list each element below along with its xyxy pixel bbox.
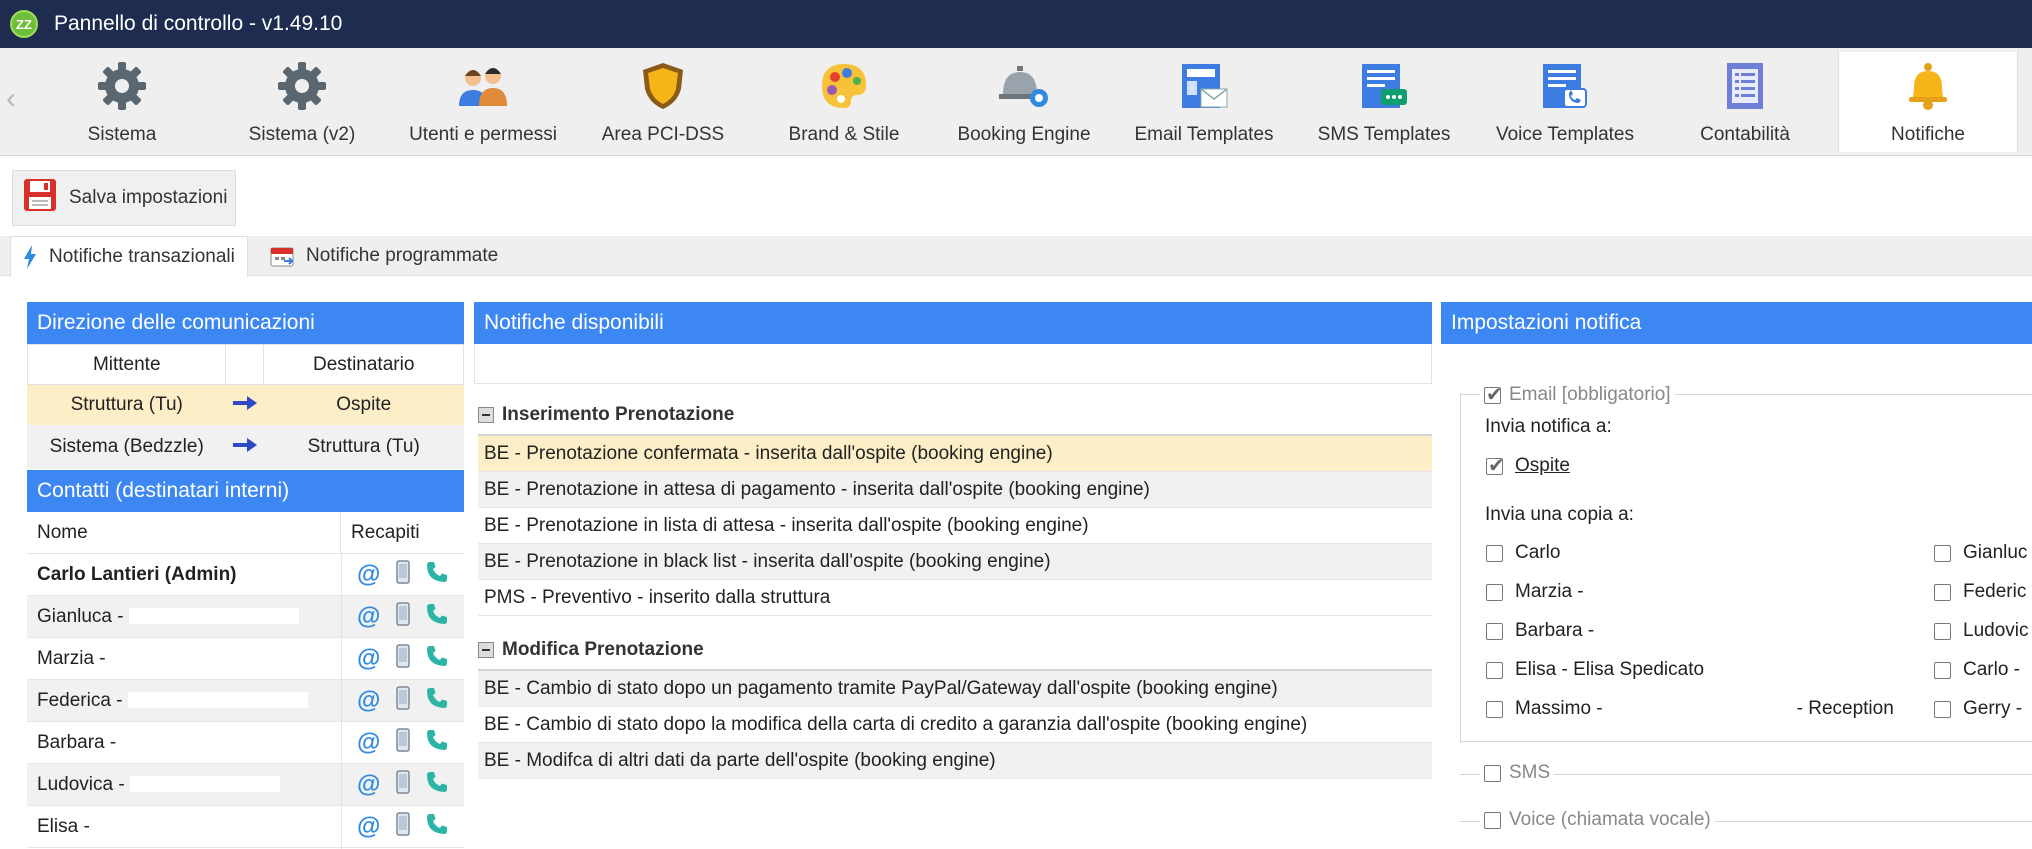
- ledger-icon: [1717, 58, 1773, 114]
- contact-name: Federica -: [37, 689, 123, 711]
- tab-label: Booking Engine: [957, 124, 1091, 145]
- tab-utenti-permessi[interactable]: [393, 48, 573, 156]
- sender-cell: Sistema (Bedzzle): [28, 425, 226, 469]
- gear-icon: [94, 58, 150, 114]
- direction-row-sistema-struttura[interactable]: [28, 425, 464, 469]
- column-header-name: Nome: [27, 512, 341, 554]
- recipient-cell: Ospite: [264, 385, 464, 425]
- bell-icon: [1900, 58, 1956, 114]
- checkbox[interactable]: [1486, 584, 1503, 601]
- phone-icon[interactable]: [426, 645, 448, 673]
- arrow-right-icon: [226, 425, 264, 469]
- email-at-icon[interactable]: @: [357, 602, 381, 630]
- copy-to-label: Invia una copia a:: [1485, 504, 1634, 525]
- mobile-phone-icon[interactable]: [396, 770, 410, 800]
- copy-recipient-carlo-2[interactable]: Carlo -: [1934, 659, 2020, 681]
- contact-name: Barbara -: [37, 731, 117, 753]
- group-inserimento-prenotazione[interactable]: [478, 396, 734, 434]
- copy-recipient-ludovica[interactable]: Ludovic: [1934, 620, 2029, 642]
- email-at-icon[interactable]: @: [357, 644, 381, 672]
- tab-sistema[interactable]: [32, 48, 212, 156]
- email-at-icon[interactable]: @: [357, 560, 381, 588]
- column-header-sender: Mittente: [28, 345, 226, 385]
- tab-label: Utenti e permessi: [409, 124, 557, 145]
- mobile-phone-icon[interactable]: [396, 686, 410, 716]
- group-modifica-prenotazione[interactable]: [478, 631, 704, 669]
- contact-row-carlo[interactable]: [27, 554, 464, 596]
- tab-notifiche[interactable]: [1838, 52, 2018, 152]
- tab-email-templates[interactable]: [1114, 48, 1294, 156]
- email-at-icon[interactable]: @: [357, 686, 381, 714]
- email-legend: [1480, 384, 1675, 406]
- shield-icon: [635, 58, 691, 114]
- email-at-icon[interactable]: @: [357, 728, 381, 756]
- phone-icon[interactable]: [426, 729, 448, 757]
- tab-label: Email Templates: [1134, 124, 1274, 145]
- checkbox[interactable]: [1934, 623, 1951, 640]
- voice-checkbox[interactable]: [1484, 812, 1501, 829]
- checkbox[interactable]: [1934, 545, 1951, 562]
- subtab-label: Notifiche transazionali: [49, 246, 235, 267]
- notification-item[interactable]: BE - Prenotazione in attesa di pagamento - inserita dall'ospite (booking engine): [478, 472, 1432, 508]
- email-at-icon[interactable]: @: [357, 812, 381, 840]
- direction-table: [27, 344, 464, 469]
- tab-label: Voice Templates: [1495, 124, 1634, 145]
- sms-legend: [1480, 762, 1554, 784]
- checkbox[interactable]: [1486, 545, 1503, 562]
- voice-legend-label: Voice (chiamata vocale): [1509, 809, 1711, 830]
- copy-recipient-barbara[interactable]: Barbara -: [1486, 620, 1776, 642]
- notification-item[interactable]: BE - Prenotazione confermata - inserita dall'ospite (booking engine): [478, 436, 1432, 472]
- title-bar: [0, 0, 2032, 48]
- users-icon: [455, 58, 511, 114]
- send-to-label: Invia notifica a:: [1485, 416, 1612, 437]
- tab-sms-templates[interactable]: [1294, 48, 1474, 156]
- email-settings-group: [1460, 394, 2032, 742]
- voice-legend: [1480, 809, 1715, 831]
- copy-recipient-marzia[interactable]: Marzia -: [1486, 581, 1776, 603]
- checkbox[interactable]: [1934, 701, 1951, 718]
- save-button-label: Salva impostazioni: [69, 187, 228, 208]
- save-button[interactable]: [12, 170, 236, 226]
- guest-checkbox-row[interactable]: [1486, 455, 1570, 477]
- copy-recipient-carlo[interactable]: Carlo: [1486, 542, 1722, 564]
- tab-notifiche-programmate[interactable]: [258, 236, 510, 276]
- direction-row-struttura-ospite[interactable]: [28, 385, 464, 425]
- subtab-label: Notifiche programmate: [306, 245, 499, 266]
- tab-label: Contabilità: [1700, 124, 1790, 145]
- contact-row-gianluca[interactable]: [27, 596, 464, 638]
- email-template-icon: [1176, 58, 1232, 114]
- contact-row-barbara[interactable]: [27, 722, 464, 764]
- mobile-phone-icon[interactable]: [396, 602, 410, 632]
- tab-booking-engine[interactable]: [934, 48, 1114, 156]
- sender-cell: Struttura (Tu): [28, 385, 226, 425]
- notifications-filter-area: [474, 344, 1432, 384]
- phone-icon[interactable]: [426, 813, 448, 841]
- collapse-icon[interactable]: [478, 642, 494, 658]
- tab-contabilita[interactable]: [1655, 48, 1835, 156]
- copy-recipient-federica[interactable]: Federic: [1934, 581, 2026, 603]
- contact-name: Carlo Lantieri (Admin): [37, 563, 237, 585]
- calendar-icon: [270, 245, 294, 267]
- checkbox[interactable]: [1486, 623, 1503, 640]
- bell-service-icon: [996, 58, 1052, 114]
- contact-name: Gianluca -: [37, 605, 124, 627]
- copy-recipient-gianluca[interactable]: Gianluc: [1934, 542, 2027, 564]
- checkbox[interactable]: [1486, 701, 1503, 718]
- contact-name: Elisa -: [37, 815, 90, 837]
- mobile-phone-icon[interactable]: [396, 644, 410, 674]
- copy-recipient-massimo[interactable]: Massimo - - Reception: [1486, 698, 1894, 720]
- column-header-contacts: Recapiti: [351, 521, 420, 543]
- email-legend-label: Email [obbligatorio]: [1509, 384, 1671, 405]
- phone-icon[interactable]: [426, 771, 448, 799]
- lightning-icon: [23, 245, 37, 269]
- column-header-recipient: Destinatario: [264, 345, 464, 385]
- app-logo: ZZ: [10, 10, 38, 38]
- notification-item[interactable]: BE - Cambio di stato dopo un pagamento tramite PayPal/Gateway dall'ospite (booking engine): [478, 671, 1432, 707]
- mobile-phone-icon[interactable]: [396, 728, 410, 758]
- sms-template-icon: [1356, 58, 1412, 114]
- gear-icon: [274, 58, 330, 114]
- tab-voice-templates[interactable]: [1475, 48, 1655, 156]
- tab-notifiche-transazionali[interactable]: [10, 236, 248, 277]
- phone-icon[interactable]: [426, 687, 448, 715]
- email-checkbox[interactable]: [1484, 387, 1501, 404]
- voice-template-icon: [1537, 58, 1593, 114]
- guest-checkbox[interactable]: [1486, 458, 1503, 475]
- sms-legend-label: SMS: [1509, 762, 1551, 783]
- arrow-right-icon: [226, 385, 264, 425]
- phone-icon[interactable]: [426, 561, 448, 589]
- main-toolbar: [0, 48, 2032, 156]
- mobile-phone-icon[interactable]: [396, 812, 410, 842]
- notification-item[interactable]: BE - Prenotazione in black list - inserita dall'ospite (booking engine): [478, 544, 1432, 580]
- tab-sistema-v2[interactable]: [212, 48, 392, 156]
- tab-brand-stile[interactable]: [754, 48, 934, 156]
- checkbox[interactable]: [1934, 584, 1951, 601]
- tab-area-pci-dss[interactable]: [573, 48, 753, 156]
- table-header-row: [28, 345, 464, 385]
- copy-recipient-gerry[interactable]: Gerry -: [1934, 698, 2022, 720]
- notification-item[interactable]: BE - Cambio di stato dopo la modifica della carta di credito a garanzia dall'ospite (booking engine): [478, 707, 1432, 743]
- notification-item[interactable]: BE - Modifca di altri dati da parte dell'ospite (booking engine): [478, 743, 1432, 779]
- tab-label: SMS Templates: [1317, 124, 1451, 145]
- notification-item[interactable]: PMS - Preventivo - inserito dalla struttura: [478, 580, 1432, 616]
- contact-row-federica[interactable]: [27, 680, 464, 722]
- recipient-cell: Struttura (Tu): [264, 425, 464, 469]
- floppy-disk-icon: [23, 178, 57, 218]
- tab-label: Brand & Stile: [788, 124, 900, 145]
- phone-icon[interactable]: [426, 603, 448, 631]
- guest-label: Ospite: [1515, 455, 1570, 476]
- contacts-header-row: [27, 512, 464, 554]
- checkbox[interactable]: [1934, 662, 1951, 679]
- tab-label: Area PCI-DSS: [601, 124, 725, 145]
- window-title: Pannello di controllo - v1.49.10: [54, 12, 343, 35]
- notifications-panel-title: Notifiche disponibili: [474, 302, 1432, 344]
- email-at-icon[interactable]: @: [357, 770, 381, 798]
- group-title-label: Modifica Prenotazione: [502, 639, 704, 660]
- contact-name: Ludovica -: [37, 773, 125, 795]
- copy-recipient-elisa[interactable]: Elisa - Elisa Spedicato: [1486, 659, 1704, 681]
- group-title-label: Inserimento Prenotazione: [502, 404, 735, 425]
- contact-row-marzia[interactable]: [27, 638, 464, 680]
- tab-label: Sistema (v2): [248, 124, 356, 145]
- settings-panel-title: Impostazioni notifica: [1441, 302, 2032, 344]
- chevron-left-icon[interactable]: ‹: [6, 82, 16, 115]
- checkbox[interactable]: [1486, 662, 1503, 679]
- mobile-phone-icon[interactable]: [396, 560, 410, 590]
- sms-checkbox[interactable]: [1484, 765, 1501, 782]
- collapse-icon[interactable]: [478, 407, 494, 423]
- sub-tabs: [0, 236, 2032, 276]
- tab-label: Sistema: [87, 124, 157, 145]
- palette-icon: [816, 58, 872, 114]
- direction-panel-title: Direzione delle comunicazioni: [27, 302, 464, 344]
- tab-label: Notifiche: [1891, 124, 1965, 145]
- contacts-panel-title: Contatti (destinatari interni): [27, 470, 464, 512]
- notification-item[interactable]: BE - Prenotazione in lista di attesa - inserita dall'ospite (booking engine): [478, 508, 1432, 544]
- contact-name: Marzia -: [37, 647, 106, 669]
- contact-row-ludovica[interactable]: [27, 764, 464, 806]
- contact-row-elisa[interactable]: [27, 806, 464, 848]
